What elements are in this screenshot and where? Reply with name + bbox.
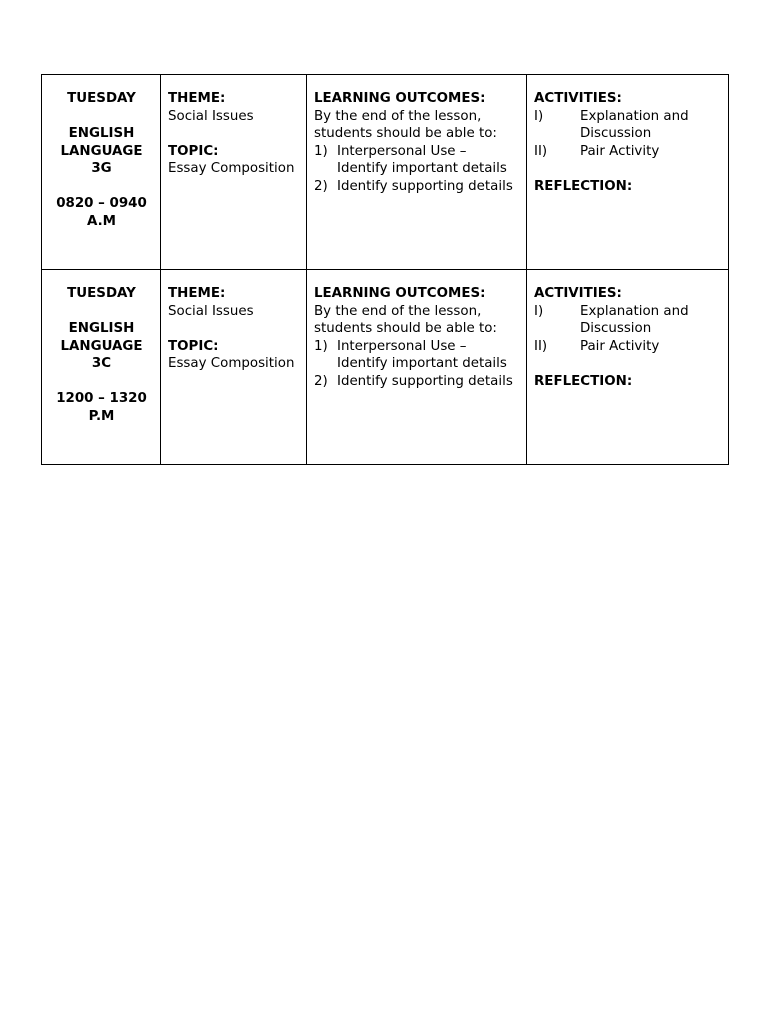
outcomes-list bbox=[314, 143, 520, 196]
time-line-2: A.M bbox=[86, 213, 117, 229]
list-item bbox=[534, 143, 722, 161]
outcomes-intro: By the end of the lesson, students should be able to: bbox=[314, 108, 497, 141]
day-label: TUESDAY bbox=[67, 286, 136, 301]
lesson-plan-table bbox=[41, 74, 729, 465]
activity-text: Explanation and Discussion bbox=[580, 303, 689, 336]
theme-value: Social Issues bbox=[168, 108, 254, 124]
subject-line-1: ENGLISH bbox=[68, 321, 135, 336]
outcome-number: 1) bbox=[314, 143, 328, 159]
activities-cell bbox=[527, 75, 729, 270]
time-line-1: 1200 – 1320 bbox=[56, 391, 147, 406]
activities-list bbox=[534, 108, 722, 161]
day-subject-time-cell bbox=[42, 75, 161, 270]
time-line-2: P.M bbox=[88, 408, 115, 424]
theme-label: THEME: bbox=[168, 286, 226, 301]
learning-outcomes-cell bbox=[307, 75, 527, 270]
subject-line-2: LANGUAGE bbox=[60, 338, 143, 354]
list-item bbox=[314, 338, 520, 373]
topic-label: TOPIC: bbox=[168, 143, 219, 159]
activities-cell bbox=[527, 270, 729, 465]
reflection-label: REFLECTION: bbox=[534, 178, 633, 194]
topic-value: Essay Composition bbox=[168, 356, 295, 371]
topic-label: TOPIC: bbox=[168, 338, 219, 354]
list-item bbox=[534, 108, 722, 143]
subject-line-1: ENGLISH bbox=[68, 126, 135, 141]
activity-number: II) bbox=[534, 143, 548, 159]
outcomes-label: LEARNING OUTCOMES: bbox=[314, 286, 486, 301]
list-item bbox=[314, 143, 520, 178]
outcome-number: 1) bbox=[314, 338, 328, 354]
outcome-text: Interpersonal Use – Identify important details bbox=[337, 143, 507, 176]
outcome-text: Interpersonal Use – Identify important details bbox=[337, 338, 507, 371]
subject-line-2: LANGUAGE bbox=[60, 143, 143, 159]
activities-list bbox=[534, 303, 722, 356]
table-row bbox=[42, 270, 729, 465]
outcome-number: 2) bbox=[314, 179, 328, 194]
outcomes-intro: By the end of the lesson, students should be able to: bbox=[314, 303, 497, 336]
activity-text: Pair Activity bbox=[580, 143, 660, 159]
reflection-label: REFLECTION: bbox=[534, 373, 633, 389]
list-item bbox=[314, 373, 520, 391]
activity-number: I) bbox=[534, 108, 544, 124]
topic-value: Essay Composition bbox=[168, 161, 295, 176]
activity-number: II) bbox=[534, 338, 548, 354]
outcome-number: 2) bbox=[314, 374, 328, 389]
outcome-text: Identify supporting details bbox=[337, 179, 513, 194]
list-item bbox=[314, 178, 520, 196]
outcomes-list bbox=[314, 338, 520, 391]
theme-value: Social Issues bbox=[168, 303, 254, 319]
activity-text: Pair Activity bbox=[580, 338, 660, 354]
activity-text: Explanation and Discussion bbox=[580, 108, 689, 141]
outcomes-label: LEARNING OUTCOMES: bbox=[314, 91, 486, 106]
learning-outcomes-cell bbox=[307, 270, 527, 465]
activity-number: I) bbox=[534, 303, 544, 319]
day-label: TUESDAY bbox=[67, 91, 136, 106]
table-row bbox=[42, 75, 729, 270]
list-item bbox=[534, 303, 722, 338]
theme-topic-cell bbox=[161, 270, 307, 465]
class-label: 3C bbox=[91, 356, 112, 371]
theme-label: THEME: bbox=[168, 91, 226, 106]
theme-topic-cell bbox=[161, 75, 307, 270]
outcome-text: Identify supporting details bbox=[337, 374, 513, 389]
class-label: 3G bbox=[91, 161, 112, 176]
activities-label: ACTIVITIES: bbox=[534, 91, 622, 106]
time-line-1: 0820 – 0940 bbox=[56, 196, 147, 211]
day-subject-time-cell bbox=[42, 270, 161, 465]
list-item bbox=[534, 338, 722, 356]
activities-label: ACTIVITIES: bbox=[534, 286, 622, 301]
